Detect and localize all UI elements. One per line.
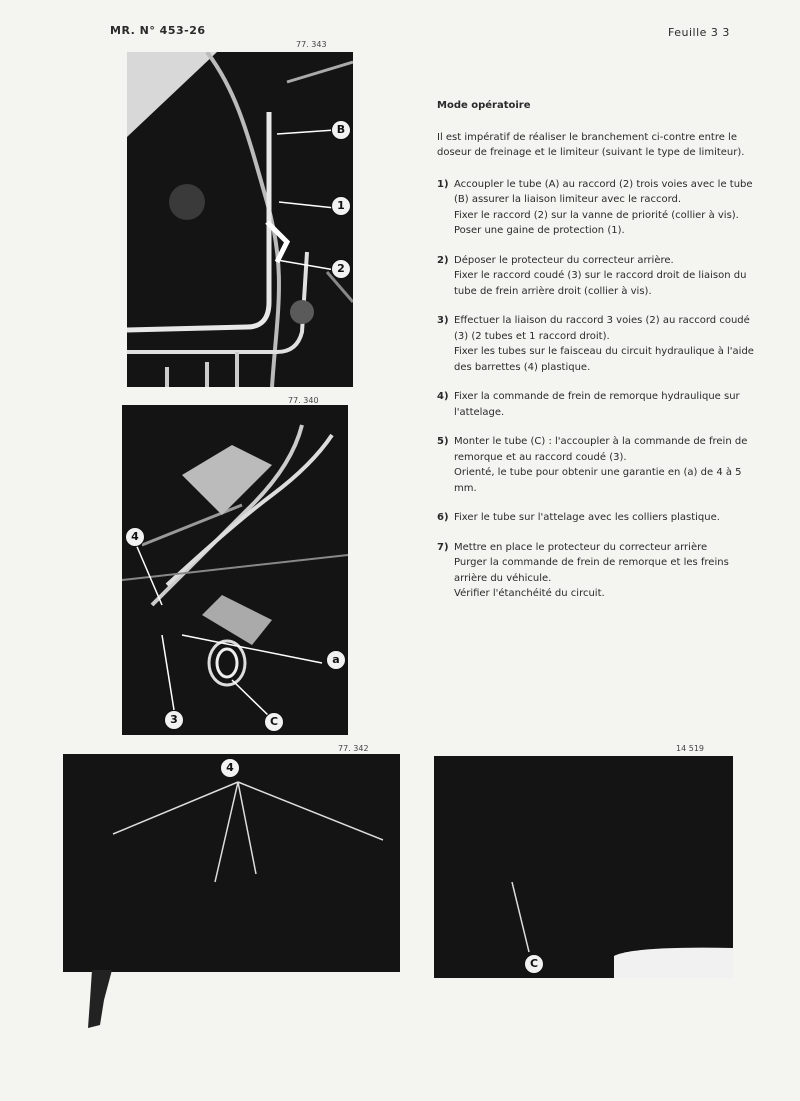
step-2 [437,253,757,300]
step-line: Effectuer la liaison du raccord 3 voies (2) au raccord coudé (3) (2 tubes et 1 raccord droit). [454,315,750,342]
step-line: Purger la commande de frein de remorque et les freins arrière du véhicule. [454,557,729,584]
step-line: Fixer les tubes sur le faisceau du circuit hydraulique à l'aide des barrettes (4) plastique. [454,346,754,373]
callout-c: C [524,954,544,974]
step-4 [437,389,757,420]
photo-trailer-brake-control-drawing [122,405,348,735]
step-number: 6) [437,512,449,523]
photo-tube-harness [63,754,400,972]
callout-1: 1 [331,196,351,216]
step-6 [437,510,757,526]
document-reference: MR. N° 453-26 [110,24,206,37]
callout-3: 3 [164,710,184,730]
step-line: Accoupler le tube (A) au raccord (2) trois voies avec le tube (B) assurer la liaison limiteur avec le raccord. [454,178,753,205]
step-7 [437,540,757,602]
photo-tube-c-drawing [434,756,733,978]
step-number: 1) [437,178,449,190]
step-line: Mettre en place le protecteur du correcteur arrière [454,541,708,553]
scan-artifact [82,970,122,1030]
step-3 [437,313,757,375]
callout-a: a [326,650,346,670]
step-1 [437,177,757,239]
instructions-intro: Il est impératif de réaliser le branchement ci-contre entre le doseur de freinage et le limiteur (suivant le type de limiteur). [437,131,745,158]
callout-b: B [331,120,351,140]
step-line: Fixer le tube sur l'attelage avec les colliers plastique. [454,512,720,523]
sheet-number: Feuille 3 3 [668,26,730,39]
photo-tube-harness-drawing [63,754,400,972]
step-number: 3) [437,315,449,326]
step-number: 5) [437,436,449,447]
step-line: Poser une gaine de protection (1). [454,225,625,236]
photo-limiter-connection [127,52,353,387]
instructions [437,98,757,616]
callout-4: 4 [125,527,145,547]
photo-number: 14 519 [676,744,704,753]
step-line: Fixer la commande de frein de remorque hydraulique sur l'attelage. [454,391,740,418]
step-5 [437,434,757,496]
photo-limiter-connection-drawing [127,52,353,387]
step-line: Déposer le protecteur du correcteur arrière. [454,254,674,266]
photo-number: 77. 343 [296,40,327,49]
callout-2: 2 [331,259,351,279]
step-line: Vérifier l'étanchéité du circuit. [454,588,605,599]
step-number: 4) [437,391,449,402]
step-line: Fixer le raccord (2) sur la vanne de priorité (collier à vis). [454,209,739,221]
instructions-title: Mode opératoire [437,100,531,111]
step-line: Orienté, le tube pour obtenir une garantie en (a) de 4 à 5 mm. [454,467,742,494]
step-number: 7) [437,541,449,553]
photo-tube-c [434,756,733,978]
photo-number: 77. 342 [338,744,369,753]
step-line: Fixer le raccord coudé (3) sur le raccord droit de liaison du tube de frein arrière droit (collier à vis). [454,270,747,297]
callout-c: C [264,712,284,732]
photo-number: 77. 340 [288,396,319,405]
callout-4: 4 [220,758,240,778]
step-number: 2) [437,254,449,266]
step-line: Monter le tube (C) : l'accoupler à la commande de frein de remorque et au raccord coudé (3). [454,436,748,463]
photo-trailer-brake-control [122,405,348,735]
